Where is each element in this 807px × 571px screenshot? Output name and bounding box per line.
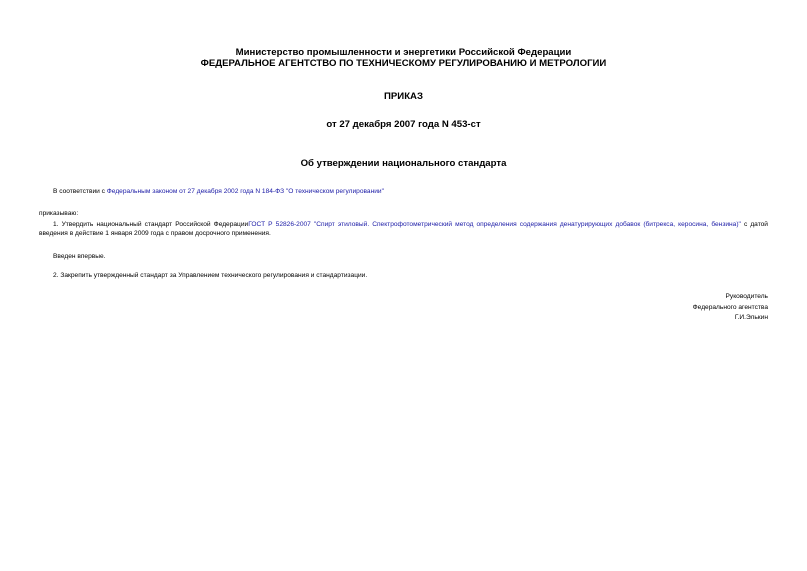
order-word: приказываю: xyxy=(39,210,79,217)
item-1-prefix: 1. Утвердить национальный стандарт Российской Федерации xyxy=(53,221,249,228)
agency-title: ФЕДЕРАЛЬНОЕ АГЕНТСТВО ПО ТЕХНИЧЕСКОМУ РЕГУЛИРОВАНИЮ И МЕТРОЛОГИИ xyxy=(200,58,607,69)
item-1-suffix: с датой введения в действие 1 января 2009 года с правом досрочного применения. xyxy=(39,221,768,237)
gost-standard-link[interactable]: ГОСТ Р 52826-2007 "Спирт этиловый. Спектрофотометрический метод определения содержания денатурирующих добавок (битрекса, керосина, бензина)" xyxy=(248,221,741,228)
signature-position: Руководитель xyxy=(725,293,768,300)
ministry-title: Министерство промышленности и энергетики Российской Федерации xyxy=(235,47,572,58)
basis-paragraph xyxy=(53,187,773,196)
item-1-paragraph xyxy=(39,220,768,238)
signature-name: Г.И.Элькин xyxy=(734,314,768,321)
basis-prefix: В соответствии с xyxy=(53,188,107,195)
federal-law-link[interactable]: Федеральным законом от 27 декабря 2002 года N 184-ФЗ "О техническом регулировании" xyxy=(106,188,384,195)
introduced-note: Введен впервые. xyxy=(53,253,106,260)
order-subject: Об утверждении национального стандарта xyxy=(300,158,507,169)
signature-organization: Федерального агентства xyxy=(692,303,768,311)
order-date: от 27 декабря 2007 года N 453-ст xyxy=(326,119,481,130)
order-title: ПРИКАЗ xyxy=(384,91,423,102)
signature-block xyxy=(693,292,768,324)
item-2-paragraph: 2. Закрепить утвержденный стандарт за Управлением технического регулирования и стандартизации. xyxy=(53,272,368,279)
